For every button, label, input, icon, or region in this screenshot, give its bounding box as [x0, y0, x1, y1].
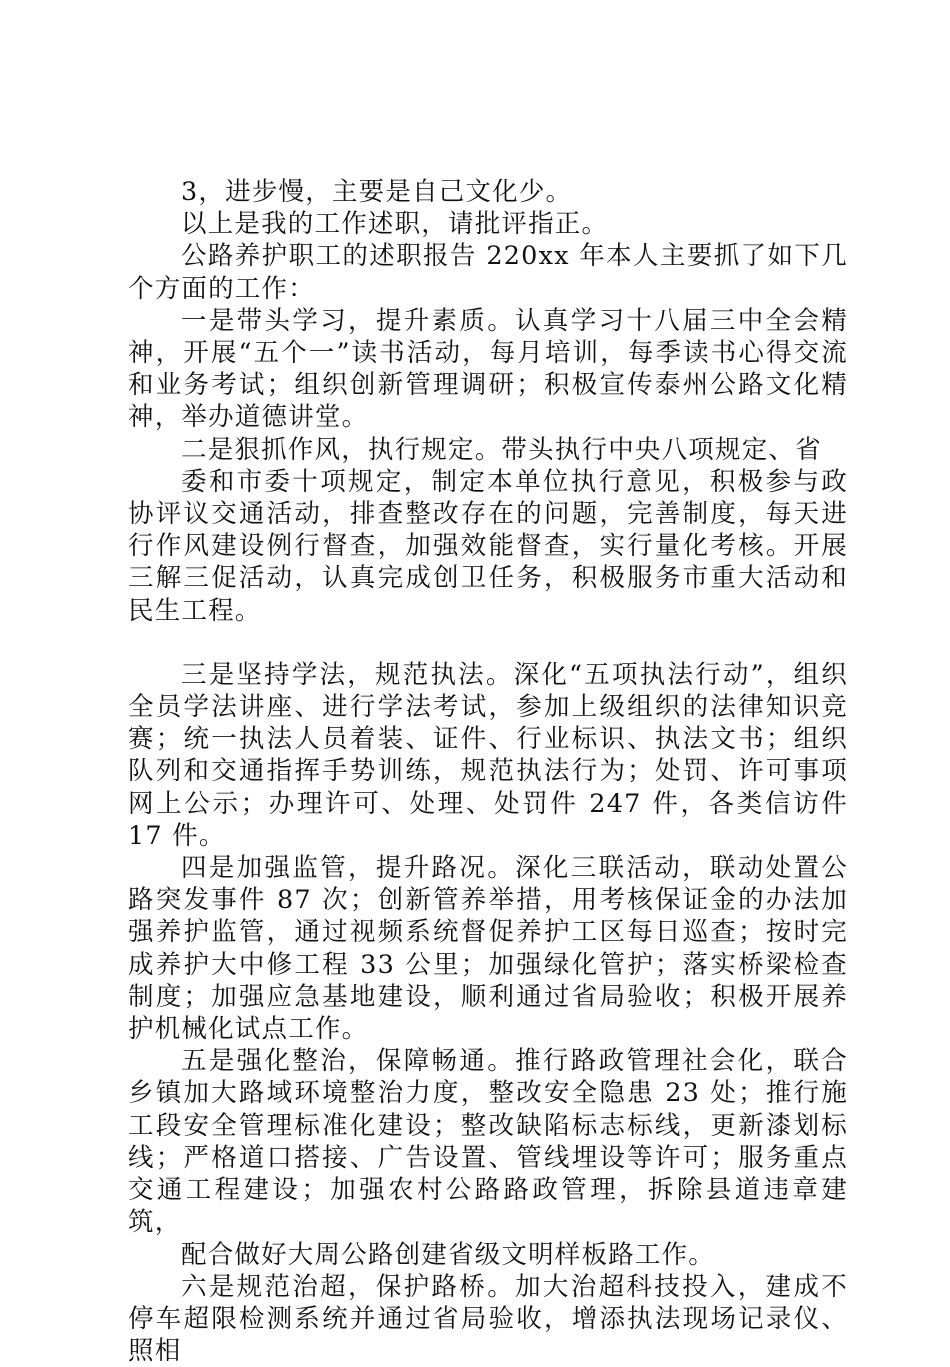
paragraph-item-six: 六是规范治超，保护路桥。加大治超科技投入，建成不停车超限检测系统并通过省局验收，增添执法现场记录仪、照相: [128, 1271, 848, 1367]
paragraph-item-one: 一是带头学习，提升素质。认真学习十八届三中全会精神，开展“五个一”读书活动，每月培训，每季读书心得交流和业务考试；组织创新管理调研；积极宣传泰州公路文化精神，举办道德讲堂。: [128, 305, 848, 433]
paragraph-item-three: 三是坚持学法，规范执法。深化“五项执法行动”，组织全员学法讲座、进行学法考试，参加上级组织的法律知识竞赛；统一执法人员着装、证件、行业标识、执法文书；组织队列和交通指挥手势训练，规范执法行为；处罚、许可事项网上公示；办理许可、处理、处罚件 247 件，各类信访件 17 件。: [128, 659, 848, 851]
paragraph-progress-slow: 3，进步慢，主要是自己文化少。: [181, 177, 573, 207]
document-body: [128, 176, 848, 1367]
paragraph-item-two-continued: 委和市委十项规定，制定本单位执行意见，积极参与政协评议交通活动，排查整改存在的问题，完善制度，每天进行作风建设例行督查，加强效能督查，实行量化考核。开展三解三促活动，认真完成创卫任务，积极服务市重大活动和民生工程。: [128, 466, 848, 626]
paragraph-spacer: [128, 627, 848, 659]
paragraph-item-four: 四是加强监管，提升路况。深化三联活动，联动处置公路突发事件 87 次；创新管养举措，用考核保证金的办法加强养护监管，通过视频系统督促养护工区每日巡查；按时完成养护大中修工程 33 公里；加强绿化管护；落实桥梁检查制度；加强应急基地建设，顺利通过省局验收；积极开展养护机械化试点工作。: [128, 853, 848, 1045]
paragraph-item-two: 二是狠抓作风，执行规定。带头执行中央八项规定、省: [181, 434, 822, 465]
paragraph-closing-remark: 以上是我的工作述职，请批评指正。: [181, 209, 609, 240]
paragraph-item-five-continued: 配合做好大周公路创建省级文明样板路工作。: [181, 1239, 716, 1270]
paragraph-report-intro: 公路养护职工的述职报告 220xx 年本人主要抓了如下几个方面的工作：: [128, 241, 848, 304]
paragraph-item-five: 五是强化整治，保障畅通。推行路政管理社会化，联合乡镇加大路域环境整治力度，整改安全隐患 23 处；推行施工段安全管理标准化建设；整改缺陷标志标线，更新漆划标线；严格道口搭接、广告设置、管线埋设等许可；服务重点交通工程建设；加强农村公路路政管理，拆除县道违章建筑，: [128, 1046, 848, 1238]
